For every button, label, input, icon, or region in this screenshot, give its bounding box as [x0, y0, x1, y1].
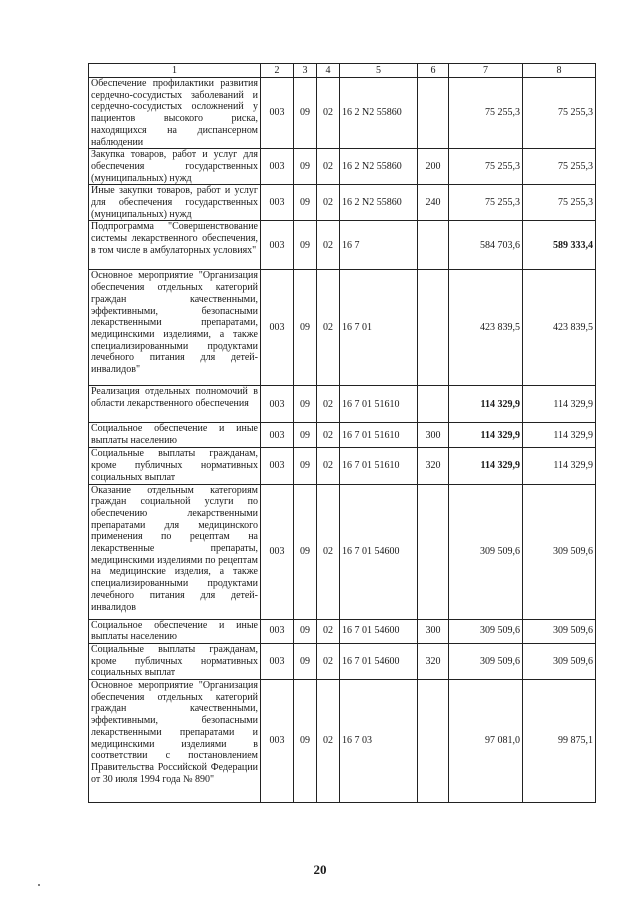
- subsection-cell: 02: [317, 78, 340, 149]
- expense-type-cell: [418, 78, 449, 149]
- target-article-cell: 16 7 01 51610: [340, 448, 418, 484]
- table-row: [89, 423, 596, 448]
- table-row: [89, 78, 596, 149]
- ministry-code-cell: 003: [261, 448, 294, 484]
- amount-year1-cell: 309 509,6: [449, 484, 523, 619]
- section-cell: 09: [294, 270, 317, 386]
- amount-year2-cell: 75 255,3: [523, 149, 596, 185]
- target-article-cell: 16 2 N2 55860: [340, 78, 418, 149]
- amount-year1-cell: 309 509,6: [449, 619, 523, 643]
- amount-year2-cell: 423 839,5: [523, 270, 596, 386]
- subsection-cell: 02: [317, 423, 340, 448]
- subsection-cell: 02: [317, 484, 340, 619]
- target-article-cell: 16 7 01 51610: [340, 423, 418, 448]
- expense-type-cell: [418, 484, 449, 619]
- ministry-code-cell: 003: [261, 680, 294, 803]
- subsection-cell: 02: [317, 270, 340, 386]
- item-name-cell: Социальное обеспечение и иные выплаты населению: [89, 619, 261, 643]
- table-header-row: [89, 64, 596, 78]
- amount-year2-cell: 114 329,9: [523, 423, 596, 448]
- header-cell: 8: [523, 64, 596, 78]
- subsection-cell: 02: [317, 386, 340, 423]
- header-cell: 1: [89, 64, 261, 78]
- amount-year2-cell: 114 329,9: [523, 448, 596, 484]
- amount-year2-cell: 309 509,6: [523, 484, 596, 619]
- section-cell: 09: [294, 185, 317, 221]
- expense-type-cell: 200: [418, 149, 449, 185]
- amount-year1-cell: 75 255,3: [449, 78, 523, 149]
- scan-speck: [38, 884, 40, 886]
- section-cell: 09: [294, 423, 317, 448]
- ministry-code-cell: 003: [261, 643, 294, 679]
- amount-year1-cell: 97 081,0: [449, 680, 523, 803]
- ministry-code-cell: 003: [261, 270, 294, 386]
- target-article-cell: 16 7 01 54600: [340, 619, 418, 643]
- header-cell: 5: [340, 64, 418, 78]
- ministry-code-cell: 003: [261, 149, 294, 185]
- ministry-code-cell: 003: [261, 185, 294, 221]
- header-cell: 3: [294, 64, 317, 78]
- item-name-cell: Подпрограмма "Совершенствование системы лекарственного обеспечения, в том числе в амбулаторных условиях": [89, 221, 261, 270]
- table-row: [89, 270, 596, 386]
- item-name-cell: Основное мероприятие "Организация обеспечения отдельных категорий граждан качественными, эффективными, безопасными лекарственными препаратами и медицинскими изделиями в соответствии с постановлением Правительства Российской Федерации от 30 июля 1994 года № 890": [89, 680, 261, 803]
- subsection-cell: 02: [317, 448, 340, 484]
- target-article-cell: 16 7 01 54600: [340, 484, 418, 619]
- ministry-code-cell: 003: [261, 423, 294, 448]
- amount-year1-cell: 114 329,9: [449, 386, 523, 423]
- target-article-cell: 16 7 01: [340, 270, 418, 386]
- table-row: [89, 386, 596, 423]
- amount-year2-cell: 75 255,3: [523, 185, 596, 221]
- target-article-cell: 16 7 01 54600: [340, 643, 418, 679]
- amount-year2-cell: 99 875,1: [523, 680, 596, 803]
- item-name-cell: Реализация отдельных полномочий в области лекарственного обеспечения: [89, 386, 261, 423]
- item-name-cell: Обеспечение профилактики развития сердечно-сосудистых заболеваний и сердечно-сосудистых осложнений у пациентов высокого риска, находящихся на диспансерном наблюдении: [89, 78, 261, 149]
- amount-year1-cell: 309 509,6: [449, 643, 523, 679]
- ministry-code-cell: 003: [261, 619, 294, 643]
- amount-year1-cell: 114 329,9: [449, 448, 523, 484]
- subsection-cell: 02: [317, 680, 340, 803]
- section-cell: 09: [294, 448, 317, 484]
- amount-year1-cell: 584 703,6: [449, 221, 523, 270]
- expense-type-cell: 240: [418, 185, 449, 221]
- item-name-cell: Социальные выплаты гражданам, кроме публичных нормативных социальных выплат: [89, 448, 261, 484]
- header-cell: 7: [449, 64, 523, 78]
- amount-year2-cell: 75 255,3: [523, 78, 596, 149]
- item-name-cell: Основное мероприятие "Организация обеспечения отдельных категорий граждан качественными, эффективными, безопасными лекарственными препаратами, медицинскими изделиями, а также специализированными продуктами лечебного питания для детей-инвалидов": [89, 270, 261, 386]
- table-row: [89, 448, 596, 484]
- section-cell: 09: [294, 643, 317, 679]
- item-name-cell: Социальное обеспечение и иные выплаты населению: [89, 423, 261, 448]
- item-name-cell: Оказание отдельным категориям граждан социальной услуги по обеспечению лекарственными препаратами для медицинского применения по рецептам на лекарственные препараты, медицинскими изделиями по рецептам на медицинские изделия, а также специализированными продуктами лечебного питания для детей-инвалидов: [89, 484, 261, 619]
- expense-type-cell: [418, 221, 449, 270]
- budget-table: [88, 63, 596, 803]
- subsection-cell: 02: [317, 221, 340, 270]
- section-cell: 09: [294, 680, 317, 803]
- target-article-cell: 16 2 N2 55860: [340, 185, 418, 221]
- table-row: [89, 619, 596, 643]
- expense-type-cell: 300: [418, 619, 449, 643]
- amount-year1-cell: 75 255,3: [449, 185, 523, 221]
- amount-year2-cell: 589 333,4: [523, 221, 596, 270]
- subsection-cell: 02: [317, 185, 340, 221]
- table-row: [89, 149, 596, 185]
- amount-year2-cell: 309 509,6: [523, 643, 596, 679]
- expense-type-cell: 320: [418, 643, 449, 679]
- table-row: [89, 221, 596, 270]
- section-cell: 09: [294, 149, 317, 185]
- ministry-code-cell: 003: [261, 484, 294, 619]
- expense-type-cell: 320: [418, 448, 449, 484]
- target-article-cell: 16 2 N2 55860: [340, 149, 418, 185]
- amount-year2-cell: 309 509,6: [523, 619, 596, 643]
- item-name-cell: Социальные выплаты гражданам, кроме публичных нормативных социальных выплат: [89, 643, 261, 679]
- expense-type-cell: [418, 680, 449, 803]
- header-cell: 4: [317, 64, 340, 78]
- item-name-cell: Иные закупки товаров, работ и услуг для обеспечения государственных (муниципальных) нужд: [89, 185, 261, 221]
- amount-year1-cell: 114 329,9: [449, 423, 523, 448]
- section-cell: 09: [294, 78, 317, 149]
- page-number: 20: [313, 862, 327, 877]
- expense-type-cell: 300: [418, 423, 449, 448]
- subsection-cell: 02: [317, 149, 340, 185]
- table-row: [89, 643, 596, 679]
- header-cell: 6: [418, 64, 449, 78]
- ministry-code-cell: 003: [261, 386, 294, 423]
- table-row: [89, 680, 596, 803]
- target-article-cell: 16 7 03: [340, 680, 418, 803]
- section-cell: 09: [294, 619, 317, 643]
- expense-type-cell: [418, 386, 449, 423]
- expense-type-cell: [418, 270, 449, 386]
- table-row: [89, 185, 596, 221]
- target-article-cell: 16 7: [340, 221, 418, 270]
- section-cell: 09: [294, 221, 317, 270]
- header-cell: 2: [261, 64, 294, 78]
- section-cell: 09: [294, 386, 317, 423]
- amount-year2-cell: 114 329,9: [523, 386, 596, 423]
- target-article-cell: 16 7 01 51610: [340, 386, 418, 423]
- item-name-cell: Закупка товаров, работ и услуг для обеспечения государственных (муниципальных) нужд: [89, 149, 261, 185]
- amount-year1-cell: 75 255,3: [449, 149, 523, 185]
- amount-year1-cell: 423 839,5: [449, 270, 523, 386]
- ministry-code-cell: 003: [261, 221, 294, 270]
- table-row: [89, 484, 596, 619]
- section-cell: 09: [294, 484, 317, 619]
- ministry-code-cell: 003: [261, 78, 294, 149]
- subsection-cell: 02: [317, 619, 340, 643]
- subsection-cell: 02: [317, 643, 340, 679]
